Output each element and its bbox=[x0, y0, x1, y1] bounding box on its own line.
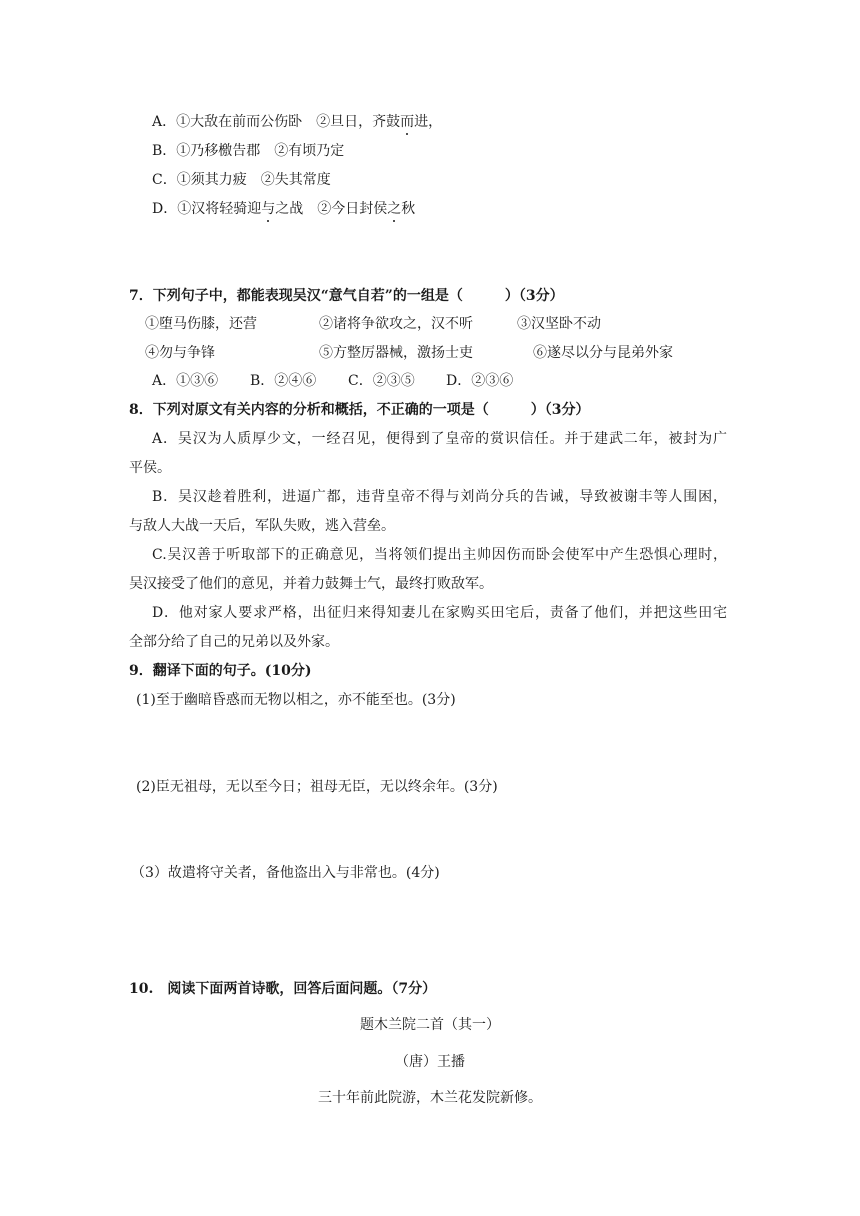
q8-option-a-cont: 平侯。 bbox=[129, 460, 171, 476]
emphasis-dot-char: 而 bbox=[400, 114, 415, 130]
q7-option-c: C．②③⑤ bbox=[348, 373, 415, 389]
q7-item-5: ⑤方整厉器械，激扬士吏 bbox=[319, 345, 473, 361]
q7-title: 7．下列句子中，都能表现吴汉“意气自若”的一组是（ ）（3分） bbox=[129, 288, 564, 304]
q9-title: 9．翻译下面的句子。(10分) bbox=[129, 663, 312, 679]
emphasis-dot-char: 与 bbox=[261, 201, 276, 217]
q8-option-b: B．吴汉趁着胜利，进逼广都，违背皇帝不得与刘尚分兵的告诫，导致被谢丰等人围困， bbox=[152, 489, 727, 505]
q9-sentence-1: (1)至于幽暗昏惑而无物以相之，亦不能至也。(3分) bbox=[136, 692, 456, 708]
q8-option-c-cont: 吴汉接受了他们的意见，并着力鼓舞士气，最终打败敌军。 bbox=[129, 576, 493, 592]
q7-item-3: ③汉坚卧不动 bbox=[517, 316, 601, 332]
poem-line-1: 三十年前此院游，木兰花发院新修。 bbox=[318, 1090, 542, 1106]
q10-title: 10. 阅读下面两首诗歌，回答后面问题。（7分） bbox=[129, 981, 437, 997]
poem-author: （唐）王播 bbox=[395, 1054, 465, 1070]
q9-sentence-3: （3）故遣将守关者，备他盗出入与非常也。(4分) bbox=[131, 865, 440, 881]
q6-option-a: A．①大敌在前而公伤卧 ②旦日，齐鼓而进， bbox=[152, 114, 443, 130]
q7-option-d: D．②③⑥ bbox=[446, 373, 514, 389]
q8-option-c: C.吴汉善于听取部下的正确意见，当将领们提出主帅因伤而卧会使军中产生恐惧心理时， bbox=[152, 547, 727, 563]
q6-option-b: B．①乃移檄告郡 ②有顷乃定 bbox=[152, 143, 345, 159]
q6-option-c: C．①须其力疲 ②失其常度 bbox=[152, 172, 331, 188]
q8-option-d: D．他对家人要求严格，出征归来得知妻儿在家购买田宅后，责备了他们，并把这些田宅 bbox=[152, 605, 727, 621]
poem-title: 题木兰院二首（其一） bbox=[360, 1017, 500, 1033]
q6-option-d: D．①汉将轻骑迎与之战 ②今日封侯之秋 bbox=[152, 201, 416, 217]
q7-option-a: A．①③⑥ bbox=[152, 373, 219, 389]
q7-option-b: B．②④⑥ bbox=[250, 373, 317, 389]
q8-title: 8．下列对原文有关内容的分析和概括，不正确的一项是（ ）（3分） bbox=[129, 402, 590, 418]
emphasis-dot-char: 之 bbox=[387, 201, 402, 217]
q7-item-2: ②诸将争欲攻之，汉不听 bbox=[319, 316, 473, 332]
q7-item-4: ④勿与争锋 bbox=[145, 345, 215, 361]
q9-sentence-2: (2)臣无祖母，无以至今日；祖母无臣，无以终余年。(3分) bbox=[136, 779, 498, 795]
q8-option-d-cont: 全部分给了自己的兄弟以及外家。 bbox=[129, 634, 339, 650]
q8-option-a: A．吴汉为人质厚少文，一经召见，便得到了皇帝的赏识信任。并于建武二年，被封为广 bbox=[152, 431, 727, 447]
q7-item-1: ①堕马伤膝，还营 bbox=[145, 316, 257, 332]
q8-option-b-cont: 与敌人大战一天后，军队失败，逃入营垒。 bbox=[129, 518, 395, 534]
q7-item-6: ⑥遂尽以分与昆弟外家 bbox=[533, 345, 673, 361]
